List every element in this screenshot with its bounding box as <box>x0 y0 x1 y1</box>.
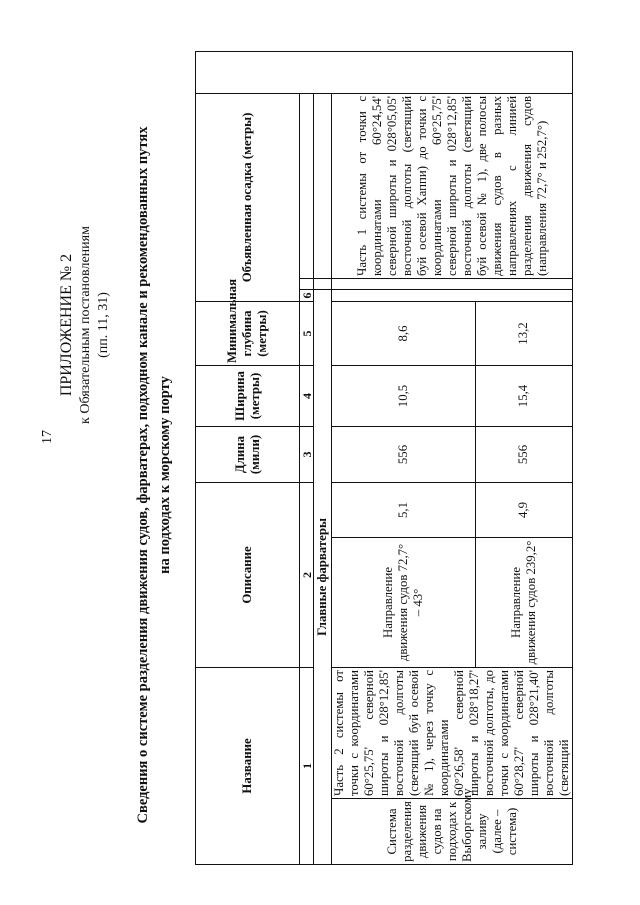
appendix-title: ПРИЛОЖЕНИЕ № 2 <box>58 253 75 397</box>
column-number: 6 <box>300 289 314 301</box>
page-number: 17 <box>40 430 55 444</box>
landscape-sheet <box>0 35 640 905</box>
narrow-cell <box>314 93 332 278</box>
header-description: Описание <box>196 482 300 667</box>
header-row <box>196 51 300 864</box>
cell-draft: 13,2 <box>475 301 572 365</box>
part-2-description: Часть 2 системы от точки с координатами 60°25,75' северной широты и 028°12,85' восточной долготы (светящий буй осевой № 1), через точку с координатами 60°26,58' северной широты и 028°18,27' восточной долготы, до точки с координатами 60°28,27' северной широты и 028°21,40' восточной долготы (светящий <box>332 667 573 798</box>
cell-width: 556 <box>332 426 476 482</box>
header-draft: Объявленная осадка (метры) <box>196 93 300 301</box>
system-name: Система разделения движения судов на подходах к Выборгскому заливу (далее – система) <box>332 799 573 865</box>
column-number-row <box>300 51 314 864</box>
spacer-cell <box>332 278 573 289</box>
part-2-direction-b: Направление движения судов 239,2° <box>475 537 572 667</box>
cell-draft: 8,6 <box>332 301 476 365</box>
narrow-cell <box>300 93 314 278</box>
column-number: 3 <box>300 426 314 482</box>
header-name: Название <box>196 667 300 864</box>
document-title-line-2: на подходах к морскому порту <box>157 376 173 574</box>
table-blank-right <box>196 51 573 93</box>
document-title <box>132 95 176 855</box>
column-number: 4 <box>300 365 314 426</box>
part-2-direction-a: Направление движения судов 72,7° – 43° <box>332 537 476 667</box>
table-row <box>332 51 476 864</box>
cell-depth: 10,5 <box>332 365 476 426</box>
column-number: 1 <box>300 667 314 864</box>
section-heading: Главные фарватеры <box>314 289 332 864</box>
appendix-reference: (пп. 11, 31) <box>96 292 111 358</box>
narrow-cell <box>300 278 314 289</box>
traffic-separation-table <box>195 51 573 865</box>
cell-width: 556 <box>475 426 572 482</box>
column-number: 5 <box>300 301 314 365</box>
section-row <box>314 51 332 864</box>
header-length: Длина (мили) <box>196 426 300 482</box>
header-depth: Минимальная глубина (метры) <box>196 301 300 365</box>
column-number: 2 <box>300 482 314 667</box>
appendix-subtitle: к Обязательным постановлениям <box>78 226 93 424</box>
cell-length: 5,1 <box>332 482 476 537</box>
header-width: Ширина (метры) <box>196 365 300 426</box>
narrow-cell <box>314 278 332 289</box>
cell-length: 4,9 <box>475 482 572 537</box>
spacer-cell <box>332 289 573 301</box>
document-title-line-1: Сведения о системе разделения движения судов, фарватерах, подходном канале и рекомендованных путях <box>135 126 151 824</box>
cell-depth: 15,4 <box>475 365 572 426</box>
part-1-description: Часть 1 системы от точки с координатами 60°24,54' северной широты и 028°05,05' восточной долготы (светящий буй осевой Хаппи) до точки с координатами 60°25,75' северной широты и 028°12,85' восточной долготы (светящий буй осевой № 1), две полосы движения судов в разных направлениях с линией разделения движения судов (направления 72,7° и 252,7°) <box>332 93 573 278</box>
